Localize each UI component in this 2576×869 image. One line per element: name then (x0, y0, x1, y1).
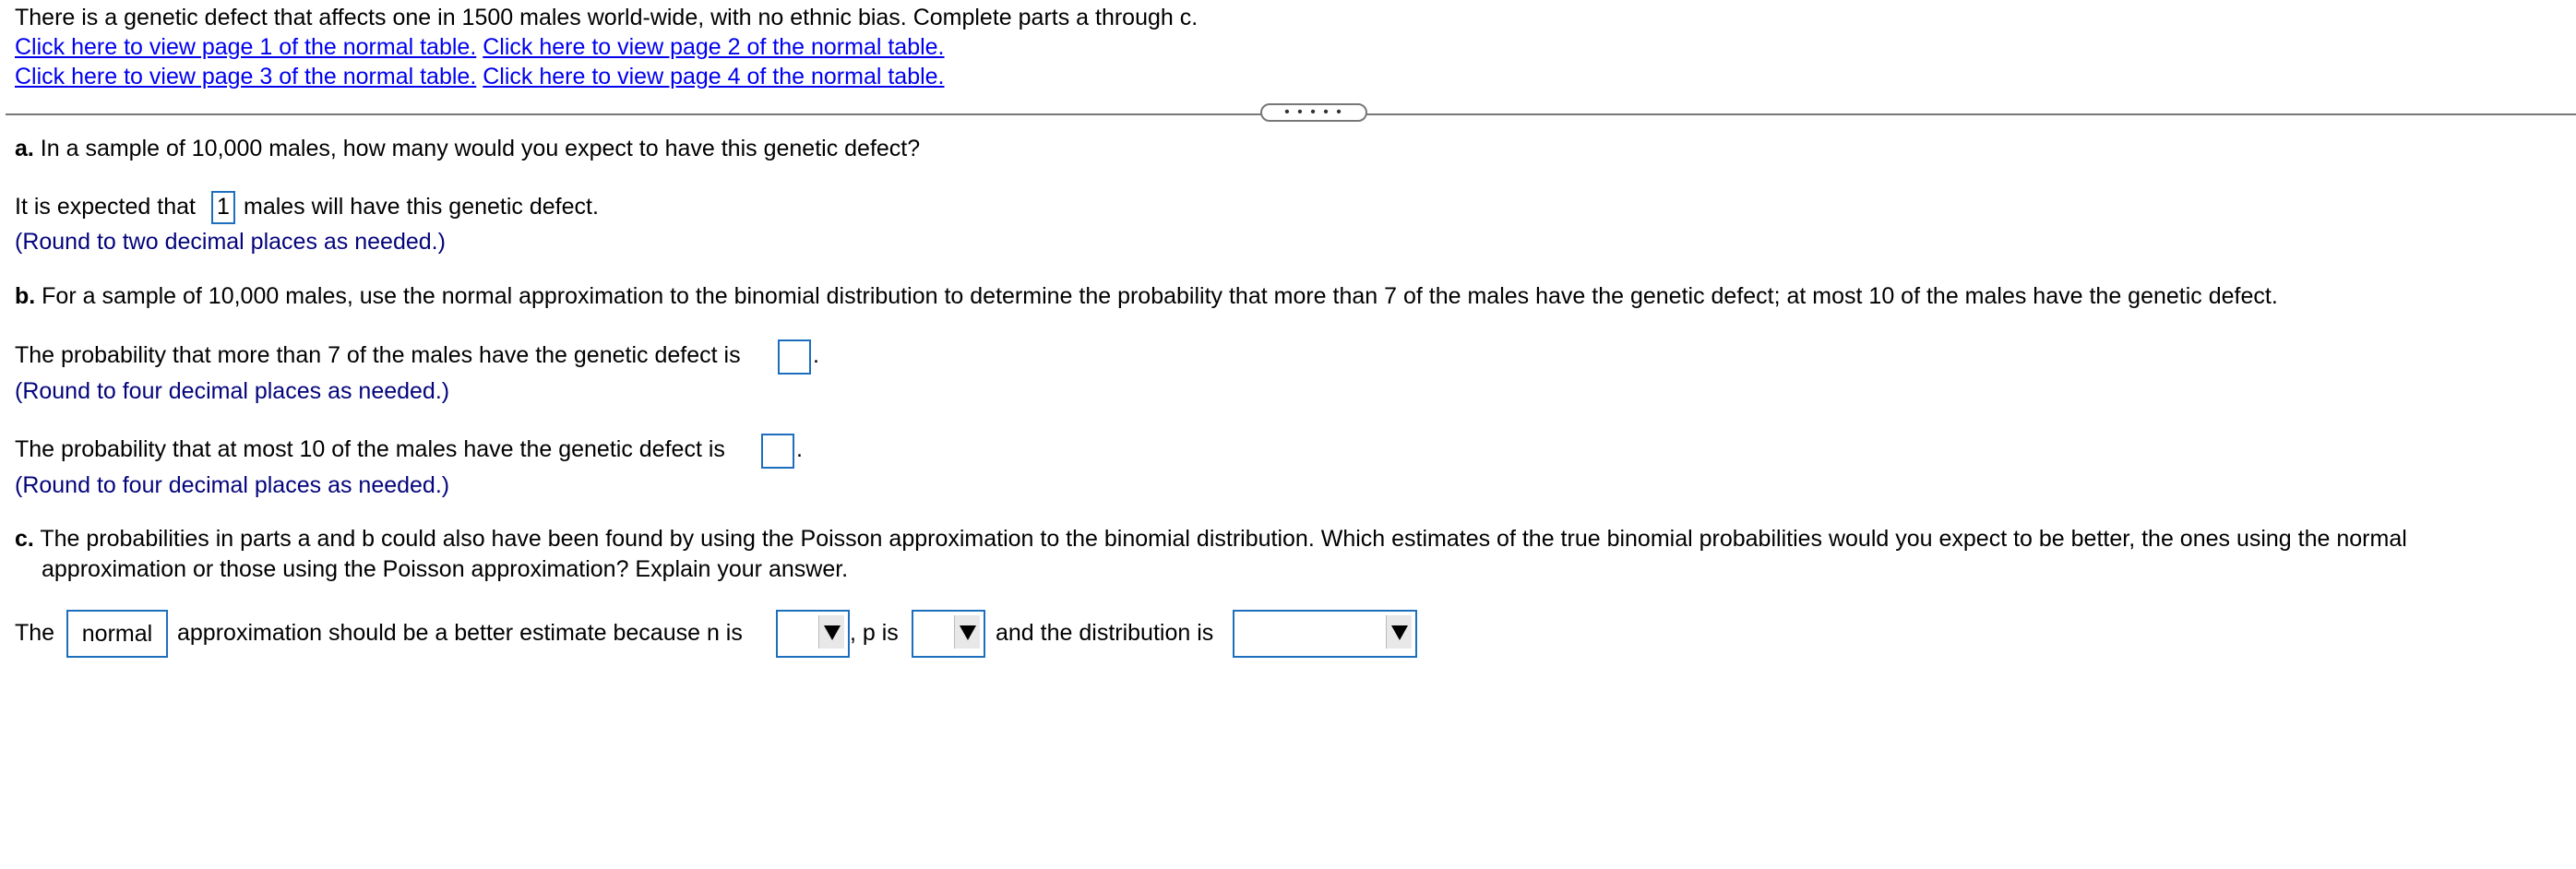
part-b-answer1-prefix: The probability that more than 7 of the males have the genetic defect is (15, 342, 741, 368)
expected-males-input[interactable]: 1 (211, 191, 235, 224)
part-b-question-text: For a sample of 10,000 males, use the normal approximation to the binomial distribution to determine the probability that more than 7 of the males have the genetic defect; at most 10 of the males have the genetic defect. (35, 283, 2278, 309)
part-c-label: c. (15, 526, 34, 552)
normal-table-page-2-link[interactable]: Click here to view page 2 of the normal table. (483, 34, 945, 60)
chevron-down-icon[interactable] (954, 615, 980, 649)
chevron-down-icon[interactable] (1386, 615, 1412, 649)
distribution-shape-dropdown[interactable] (1233, 610, 1417, 658)
part-b-question (15, 282, 2278, 311)
part-c-distribution-label: and the distribution is (996, 620, 1214, 646)
normal-table-page-4-link[interactable]: Click here to view page 4 of the normal table. (483, 64, 945, 89)
part-a-question-text: In a sample of 10,000 males, how many would you expect to have this genetic defect? (33, 136, 921, 161)
part-c-p-label: , p is (850, 620, 899, 646)
normal-table-page-3-link[interactable]: Click here to view page 3 of the normal table. (15, 64, 477, 89)
approximation-method-field[interactable]: normal (66, 610, 168, 658)
part-c-approx-text: approximation should be a better estimate because n is (177, 620, 743, 646)
prob-more-than-7-input[interactable] (778, 339, 811, 375)
n-size-dropdown[interactable] (776, 610, 850, 658)
part-a-answer-suffix: males will have this genetic defect. (244, 194, 599, 220)
part-a-question (15, 135, 920, 163)
part-b-answer1-period: . (813, 342, 819, 368)
part-a-hint: (Round to two decimal places as needed.) (15, 229, 446, 255)
chevron-down-icon[interactable] (818, 615, 844, 649)
problem-statement: There is a genetic defect that affects one in 1500 males world-wide, with no ethnic bias. Complete parts a through c. (15, 5, 1199, 30)
expand-collapse-handle[interactable]: • • • • • (1260, 103, 1367, 122)
part-b-answer2-prefix: The probability that at most 10 of the males have the genetic defect is (15, 436, 725, 462)
normal-table-links-row-2 (15, 63, 945, 91)
part-a-answer-prefix: It is expected that (15, 194, 196, 220)
part-b-hint-2: (Round to four decimal places as needed.) (15, 472, 450, 498)
prob-at-most-10-input[interactable] (761, 434, 794, 469)
normal-table-page-1-link[interactable]: Click here to view page 1 of the normal table. (15, 34, 477, 60)
part-b-hint-1: (Round to four decimal places as needed.) (15, 378, 450, 404)
normal-table-links-row-1 (15, 33, 945, 62)
part-c-the: The (15, 620, 55, 646)
p-value-dropdown[interactable] (912, 610, 985, 658)
part-a-label: a. (15, 136, 34, 161)
part-b-answer2-period: . (796, 436, 803, 462)
part-c-question-line-1 (15, 525, 2407, 554)
part-c-question-line-2: approximation or those using the Poisson approximation? Explain your answer. (42, 556, 849, 582)
part-b-label: b. (15, 283, 36, 309)
part-c-question-text: The probabilities in parts a and b could also have been found by using the Poisson approximation to the binomial distribution. Which estimates of the true binomial probabilities would you expect to be better, the ones using the normal (33, 526, 2407, 552)
